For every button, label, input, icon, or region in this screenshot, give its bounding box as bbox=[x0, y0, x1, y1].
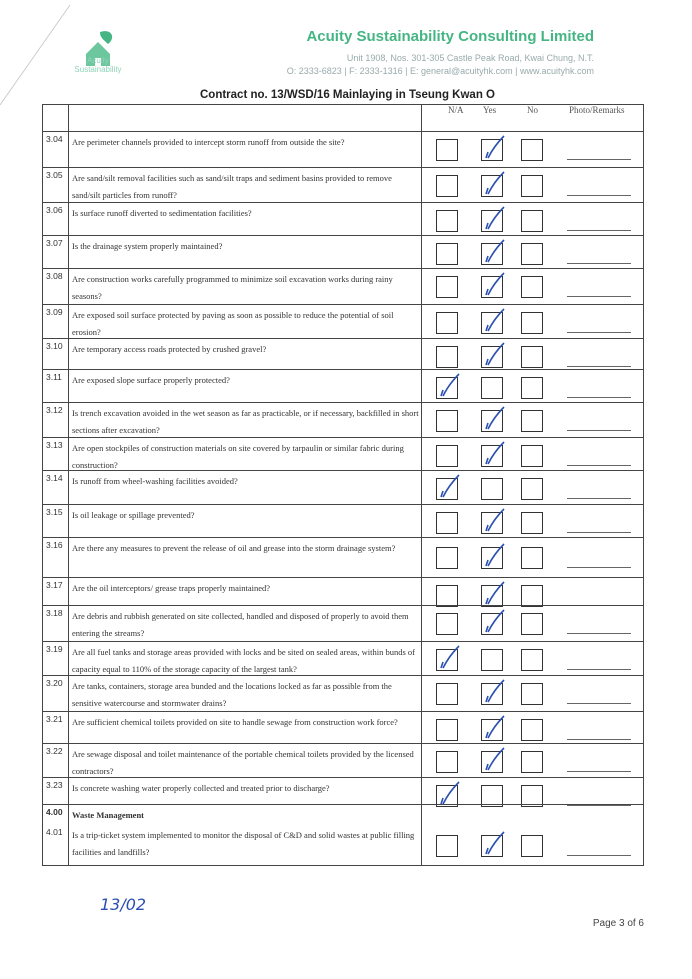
checkbox-no[interactable] bbox=[521, 751, 543, 773]
item-question: Are exposed slope surface properly protected? bbox=[72, 375, 230, 385]
checklist-table bbox=[42, 104, 644, 866]
checklist-row bbox=[43, 369, 643, 402]
item-number: 3.04 bbox=[46, 134, 63, 144]
checkbox-no[interactable] bbox=[521, 312, 543, 334]
checklist-row bbox=[43, 605, 643, 641]
checklist-row bbox=[43, 202, 643, 235]
item-question: Are temporary access roads protected by crushed gravel? bbox=[72, 344, 267, 354]
address-line-2: O: 2333-6823 | F: 2333-1316 | E: general@acuityhk.com | www.acuityhk.com bbox=[286, 66, 594, 76]
checklist-row bbox=[43, 824, 643, 866]
item-number: 3.20 bbox=[46, 678, 63, 688]
col-header-yes: Yes bbox=[483, 105, 497, 115]
item-number: 3.07 bbox=[46, 238, 63, 248]
checkbox-na[interactable] bbox=[436, 210, 458, 232]
item-number: 3.10 bbox=[46, 341, 63, 351]
item-question: Are all fuel tanks and storage areas provided with locks and be sited on sealed areas, within bunds of capacity equal to 110% of the storage capacity of the largest tank? bbox=[72, 647, 415, 674]
checklist-row bbox=[43, 268, 643, 304]
check-mark-icon bbox=[482, 341, 508, 367]
item-question: Is the drainage system properly maintained? bbox=[72, 241, 223, 251]
check-mark-icon bbox=[482, 405, 508, 431]
checkbox-no[interactable] bbox=[521, 719, 543, 741]
item-number: 3.08 bbox=[46, 271, 63, 281]
check-mark-icon bbox=[482, 440, 508, 466]
checkbox-no[interactable] bbox=[521, 210, 543, 232]
remarks-line[interactable] bbox=[567, 230, 631, 231]
remarks-line[interactable] bbox=[567, 532, 631, 533]
item-number: 3.22 bbox=[46, 746, 63, 756]
checkbox-na[interactable] bbox=[436, 835, 458, 857]
checklist-row bbox=[43, 537, 643, 577]
item-question: Are there any measures to prevent the release of oil and grease into the storm drainage system? bbox=[72, 543, 396, 553]
check-mark-icon bbox=[437, 372, 463, 398]
checkbox-no[interactable] bbox=[521, 835, 543, 857]
remarks-line[interactable] bbox=[567, 703, 631, 704]
company-name: Acuity Sustainability Consulting Limited bbox=[306, 28, 594, 45]
item-number: 3.09 bbox=[46, 307, 63, 317]
remarks-line[interactable] bbox=[567, 195, 631, 196]
item-number: 3.19 bbox=[46, 644, 63, 654]
col-header-na: N/A bbox=[448, 105, 464, 115]
checkbox-na[interactable] bbox=[436, 139, 458, 161]
item-question: Are sufficient chemical toilets provided on site to handle sewage from construction work force? bbox=[72, 717, 398, 727]
remarks-line[interactable] bbox=[567, 159, 631, 160]
remarks-line[interactable] bbox=[567, 669, 631, 670]
remarks-line[interactable] bbox=[567, 296, 631, 297]
checkbox-no[interactable] bbox=[521, 276, 543, 298]
item-question: Is trench excavation avoided in the wet season as far as practicable, or if necessary, backfilled in short sections after excavation? bbox=[72, 408, 419, 435]
company-address bbox=[287, 52, 594, 78]
checkbox-na[interactable] bbox=[436, 346, 458, 368]
checkbox-na[interactable] bbox=[436, 445, 458, 467]
item-number: 3.15 bbox=[46, 507, 63, 517]
item-question: Are exposed soil surface protected by paving as soon as possible to reduce the potential of soil erosion? bbox=[72, 310, 394, 337]
remarks-line[interactable] bbox=[567, 332, 631, 333]
checkbox-no[interactable] bbox=[521, 139, 543, 161]
item-question: Are the oil interceptors/ grease traps properly maintained? bbox=[72, 583, 271, 593]
checkbox-no[interactable] bbox=[521, 512, 543, 534]
checkbox-na[interactable] bbox=[436, 585, 458, 607]
check-mark-icon bbox=[482, 271, 508, 297]
check-mark-icon bbox=[437, 644, 463, 670]
item-question: Is runoff from wheel-washing facilities avoided? bbox=[72, 476, 238, 486]
check-mark-icon bbox=[437, 473, 463, 499]
check-mark-icon bbox=[482, 580, 508, 606]
checkbox-na[interactable] bbox=[436, 613, 458, 635]
item-question: Are tanks, containers, storage area bunded and the locations locked as far as possible from the sensitive watercourse and stormwater drains? bbox=[72, 681, 392, 708]
checklist-row bbox=[43, 437, 643, 470]
checkbox-no[interactable] bbox=[521, 346, 543, 368]
checkbox-no[interactable] bbox=[521, 478, 543, 500]
section-row bbox=[43, 804, 643, 824]
checkbox-no[interactable] bbox=[521, 547, 543, 569]
item-question: Are sewage disposal and toilet maintenance of the portable chemical toilets provided by the licensed contractors? bbox=[72, 749, 414, 776]
item-number: 3.11 bbox=[46, 372, 62, 382]
checkbox-na[interactable] bbox=[436, 175, 458, 197]
checkbox-na[interactable] bbox=[436, 683, 458, 705]
item-number: 3.17 bbox=[46, 580, 63, 590]
item-number: 3.05 bbox=[46, 170, 63, 180]
check-mark-icon bbox=[482, 714, 508, 740]
checklist-row bbox=[43, 470, 643, 504]
remarks-line[interactable] bbox=[567, 567, 631, 568]
handwritten-date: 13/02 bbox=[100, 895, 147, 914]
checkbox-na[interactable] bbox=[436, 719, 458, 741]
checkbox-na[interactable] bbox=[436, 751, 458, 773]
remarks-line[interactable] bbox=[567, 633, 631, 634]
item-number: 3.16 bbox=[46, 540, 63, 550]
checklist-row bbox=[43, 167, 643, 202]
item-number: 3.13 bbox=[46, 440, 63, 450]
contract-title: Contract no. 13/WSD/16 Mainlaying in Tseung Kwan O bbox=[200, 89, 495, 101]
remarks-line[interactable] bbox=[567, 771, 631, 772]
check-mark-icon bbox=[482, 238, 508, 264]
check-mark-icon bbox=[482, 542, 508, 568]
remarks-line[interactable] bbox=[567, 855, 631, 856]
item-number: 3.14 bbox=[46, 473, 63, 483]
checkbox-no[interactable] bbox=[521, 377, 543, 399]
check-mark-icon bbox=[482, 608, 508, 634]
checklist-row bbox=[43, 338, 643, 369]
checkbox-yes[interactable] bbox=[481, 377, 503, 399]
checkbox-na[interactable] bbox=[436, 547, 458, 569]
checkbox-no[interactable] bbox=[521, 445, 543, 467]
item-question: Is surface runoff diverted to sedimentation facilities? bbox=[72, 208, 252, 218]
check-mark-icon bbox=[482, 678, 508, 704]
check-mark-icon bbox=[482, 205, 508, 231]
remarks-line[interactable] bbox=[567, 498, 631, 499]
checklist-row bbox=[43, 131, 643, 167]
checkbox-yes[interactable] bbox=[481, 649, 503, 671]
checklist-row bbox=[43, 777, 643, 804]
item-number: 3.12 bbox=[46, 405, 63, 415]
checklist-row bbox=[43, 402, 643, 437]
item-number: 3.18 bbox=[46, 608, 63, 618]
checklist-row bbox=[43, 711, 643, 743]
item-question: Are construction works carefully programmed to minimize soil excavation works during rainy seasons? bbox=[72, 274, 393, 301]
col-header-no: No bbox=[527, 105, 538, 115]
logo-text: Acuity Sustainability bbox=[74, 56, 122, 74]
checklist-row bbox=[43, 577, 643, 605]
checkbox-yes[interactable] bbox=[481, 478, 503, 500]
check-mark-icon bbox=[482, 830, 508, 856]
item-question: Are perimeter channels provided to intercept storm runoff from outside the site? bbox=[72, 137, 345, 147]
check-mark-icon bbox=[482, 746, 508, 772]
address-line-1: Unit 1908, Nos. 301-305 Castle Peak Road, Kwai Chung, N.T. bbox=[346, 53, 594, 63]
checkbox-no[interactable] bbox=[521, 585, 543, 607]
checkbox-na[interactable] bbox=[436, 243, 458, 265]
item-question: Are debris and rubbish generated on site collected, handled and disposed of properly to avoid them entering the streams? bbox=[72, 611, 409, 638]
checkbox-na[interactable] bbox=[436, 276, 458, 298]
check-mark-icon bbox=[482, 134, 508, 160]
checklist-row bbox=[43, 743, 643, 777]
item-number: 3.21 bbox=[46, 714, 63, 724]
checklist-row bbox=[43, 675, 643, 711]
remarks-line[interactable] bbox=[567, 397, 631, 398]
item-question: Are open stockpiles of construction materials on site covered by tarpaulin or similar fabric during construction? bbox=[72, 443, 404, 470]
item-number: 3.23 bbox=[46, 780, 63, 790]
remarks-line[interactable] bbox=[567, 430, 631, 431]
item-number: 4.01 bbox=[46, 827, 63, 837]
checkbox-no[interactable] bbox=[521, 649, 543, 671]
item-question: Is concrete washing water properly collected and treated prior to discharge? bbox=[72, 783, 330, 793]
checklist-row bbox=[43, 641, 643, 675]
item-number: 4.00 bbox=[46, 807, 63, 817]
check-mark-icon bbox=[437, 780, 463, 806]
checkbox-no[interactable] bbox=[521, 243, 543, 265]
check-mark-icon bbox=[482, 307, 508, 333]
checklist-row bbox=[43, 504, 643, 537]
check-mark-icon bbox=[482, 507, 508, 533]
checkbox-no[interactable] bbox=[521, 410, 543, 432]
checkbox-no[interactable] bbox=[521, 613, 543, 635]
checkbox-no[interactable] bbox=[521, 683, 543, 705]
item-number: 3.06 bbox=[46, 205, 63, 215]
item-question: Is oil leakage or spillage prevented? bbox=[72, 510, 195, 520]
item-question: Are sand/silt removal facilities such as sand/silt traps and sediment basins provided to remove sand/silt particles from runoff? bbox=[72, 173, 392, 200]
remarks-line[interactable] bbox=[567, 465, 631, 466]
checklist-row bbox=[43, 235, 643, 268]
checkbox-no[interactable] bbox=[521, 175, 543, 197]
checkbox-na[interactable] bbox=[436, 512, 458, 534]
remarks-line[interactable] bbox=[567, 366, 631, 367]
checklist-row bbox=[43, 304, 643, 338]
col-header-remarks: Photo/Remarks bbox=[569, 105, 625, 115]
page-number: Page 3 of 6 bbox=[592, 918, 644, 929]
checkbox-na[interactable] bbox=[436, 410, 458, 432]
remarks-line[interactable] bbox=[567, 739, 631, 740]
check-mark-icon bbox=[482, 170, 508, 196]
item-question: Is a trip-ticket system implemented to monitor the disposal of C&D and solid wastes at public filling facilities and landfills? bbox=[72, 830, 415, 857]
remarks-line[interactable] bbox=[567, 263, 631, 264]
checkbox-na[interactable] bbox=[436, 312, 458, 334]
item-question: Waste Management bbox=[72, 810, 145, 820]
